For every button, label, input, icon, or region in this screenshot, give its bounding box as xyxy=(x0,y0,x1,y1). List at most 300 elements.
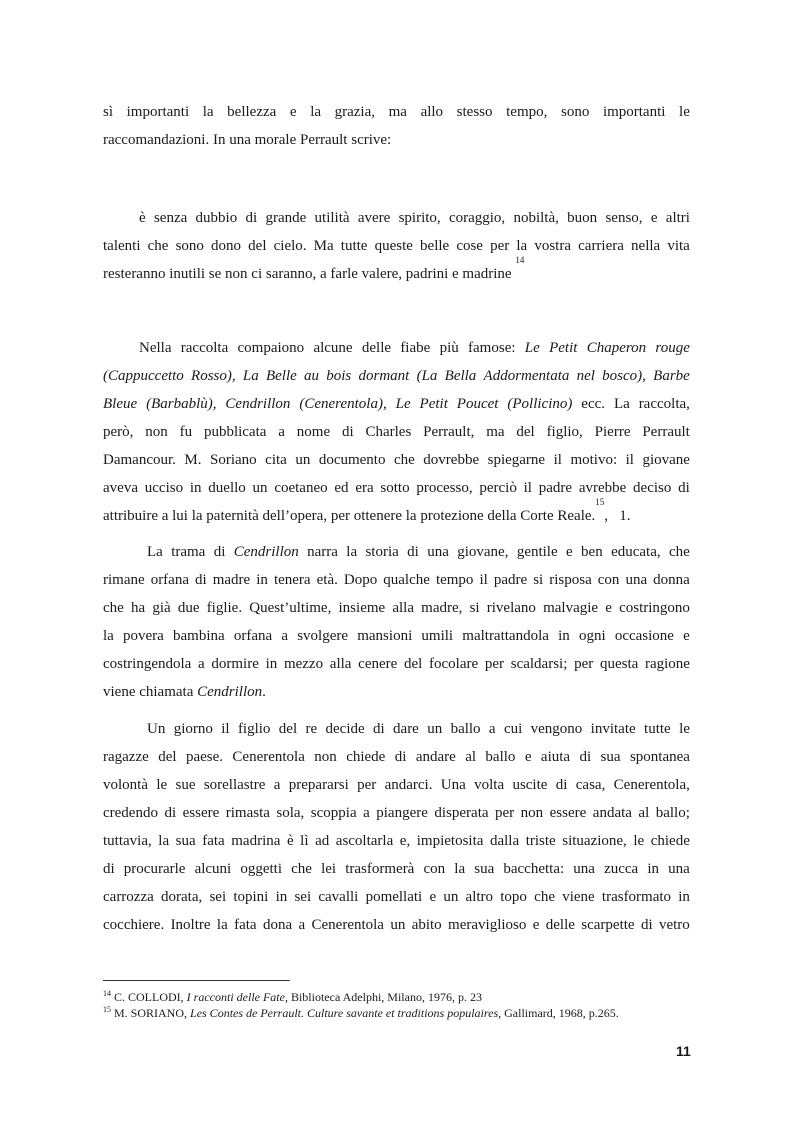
word: sei xyxy=(209,889,227,905)
word: Petit xyxy=(549,340,578,356)
word: bacchetta: xyxy=(503,861,565,877)
word: motivo: xyxy=(570,452,618,468)
word: altri xyxy=(665,210,690,226)
word: del xyxy=(404,656,423,672)
word: le xyxy=(679,721,690,737)
word: per xyxy=(574,656,594,672)
word: figlio, xyxy=(546,424,583,440)
word: già xyxy=(152,600,171,616)
word: spirito, xyxy=(398,210,441,226)
word: giovane xyxy=(642,452,690,468)
word: mansioni xyxy=(357,628,413,644)
word: in xyxy=(189,480,202,496)
word: trama xyxy=(171,544,206,560)
word: utilità xyxy=(314,210,350,226)
word: rimasta xyxy=(225,805,270,821)
word: la xyxy=(216,917,228,933)
word: buon xyxy=(567,210,598,226)
word: rimane xyxy=(103,572,145,588)
word: decide xyxy=(325,721,365,737)
word: essere xyxy=(182,805,220,821)
word: una xyxy=(573,861,595,877)
word: Una xyxy=(440,777,466,793)
word: processo, xyxy=(416,480,473,496)
word: di xyxy=(373,721,385,737)
word: non xyxy=(314,749,337,765)
text-line: viene chiamata Cendrillon . xyxy=(103,684,266,700)
word: spiegarne xyxy=(487,452,546,468)
word: scarpette xyxy=(581,917,635,933)
word: La xyxy=(613,396,630,412)
word: insieme xyxy=(338,600,386,616)
block-quote xyxy=(103,204,690,288)
word: si xyxy=(533,572,544,588)
word: raccolta, xyxy=(638,396,690,412)
word: Soriano xyxy=(209,452,257,468)
paragraph-2 xyxy=(103,538,690,706)
word: sua xyxy=(474,861,495,877)
word: Perrault xyxy=(642,424,690,440)
word: a xyxy=(273,777,281,793)
text-line xyxy=(103,418,690,446)
word: cielo. xyxy=(273,238,307,254)
word: coraggio, xyxy=(448,210,506,226)
word: cui xyxy=(503,721,523,737)
word: cocchiere. xyxy=(103,917,165,933)
word: Inoltre xyxy=(170,917,211,933)
word: non xyxy=(145,424,168,440)
word: a xyxy=(278,424,285,440)
word: la xyxy=(310,104,322,120)
word: il xyxy=(221,721,230,737)
word: e, xyxy=(399,833,411,849)
word: umili xyxy=(421,628,454,644)
text-line xyxy=(103,390,690,418)
word: ragazze xyxy=(103,749,149,765)
word: in xyxy=(256,572,268,588)
word: raccolta xyxy=(180,340,229,356)
word: Le xyxy=(524,340,540,356)
word: avrebbe xyxy=(578,480,627,496)
word: nome xyxy=(296,424,331,440)
word: la xyxy=(516,238,528,254)
word: dalla xyxy=(489,833,520,849)
word: prepararsi xyxy=(288,777,349,793)
word: più xyxy=(439,340,459,356)
word: chiede xyxy=(346,749,386,765)
word: costringono xyxy=(619,600,690,616)
word: figlie. xyxy=(206,600,243,616)
word: la xyxy=(202,104,214,120)
word: (Cappuccetto xyxy=(103,368,184,384)
word: focolare xyxy=(429,656,479,672)
word: importanti xyxy=(126,104,190,120)
word: del xyxy=(158,749,177,765)
word: trasformato xyxy=(601,889,672,905)
word: situazione, xyxy=(562,833,627,849)
word: alla xyxy=(329,656,352,672)
word: Addormentata xyxy=(483,368,570,384)
word: Poucet xyxy=(456,396,499,412)
word: fata xyxy=(234,917,257,933)
word: andare xyxy=(415,749,456,765)
word: a xyxy=(281,628,289,644)
word: di xyxy=(341,424,354,440)
word: Petit xyxy=(419,396,448,412)
text-line xyxy=(103,538,690,566)
word: Bleue xyxy=(103,396,138,412)
word: volta xyxy=(474,777,505,793)
word: cita xyxy=(265,452,287,468)
word: il xyxy=(523,480,532,496)
word: ballo; xyxy=(655,805,690,821)
word: svolgere xyxy=(297,628,349,644)
word: topo xyxy=(500,889,527,905)
footnote-separator xyxy=(103,980,290,981)
word: per xyxy=(490,238,510,254)
word: M. xyxy=(184,452,202,468)
word: senso, xyxy=(605,210,643,226)
word: un xyxy=(252,480,268,496)
word: Cendrillon xyxy=(225,396,291,412)
word: la xyxy=(346,544,358,560)
word: topini xyxy=(233,889,269,905)
word: bambina xyxy=(173,628,225,644)
text-line xyxy=(103,799,690,827)
word: importanti xyxy=(602,104,666,120)
word: una xyxy=(625,572,648,588)
word: due xyxy=(177,600,200,616)
word: alla xyxy=(392,600,414,616)
word: ogni xyxy=(578,628,606,644)
word: di xyxy=(579,749,592,765)
word: sua xyxy=(600,749,621,765)
word: questa xyxy=(599,656,639,672)
text-line: raccomandazioni. In una morale Perrault scrive: xyxy=(103,132,392,148)
word: tempo, xyxy=(506,104,548,120)
word: compaiono xyxy=(237,340,305,356)
word: che xyxy=(534,889,555,905)
word: invitate xyxy=(590,721,636,737)
word: belle xyxy=(420,238,450,254)
intro-paragraph xyxy=(103,98,690,154)
word: altro xyxy=(465,889,494,905)
word: Le xyxy=(395,396,411,412)
word: si xyxy=(469,600,480,616)
word: di xyxy=(555,777,568,793)
word: la xyxy=(454,861,466,877)
word: sue xyxy=(175,777,196,793)
word: nel xyxy=(576,368,595,384)
word: sua xyxy=(175,833,196,849)
word: il xyxy=(625,452,634,468)
word: ad xyxy=(315,833,330,849)
word: senza xyxy=(153,210,188,226)
word: giovane, xyxy=(457,544,509,560)
word: tenera xyxy=(273,572,311,588)
word: che xyxy=(668,544,690,560)
word: procurarle xyxy=(123,861,186,877)
word: a xyxy=(488,721,496,737)
word: madrina xyxy=(231,833,281,849)
word: triste xyxy=(525,833,556,849)
word: con xyxy=(597,572,620,588)
word: Rosso), xyxy=(191,368,236,384)
word: un xyxy=(443,889,459,905)
word: ed xyxy=(334,480,349,496)
text-line xyxy=(103,98,690,126)
word: e xyxy=(524,749,532,765)
word: disperata xyxy=(434,805,489,821)
word: le xyxy=(679,104,690,120)
word: di xyxy=(245,210,258,226)
word: del xyxy=(248,238,267,254)
word: età. xyxy=(316,572,338,588)
word: e xyxy=(532,917,540,933)
word: Cenerentola xyxy=(311,917,384,933)
word: nobiltà, xyxy=(513,210,559,226)
word: credendo xyxy=(103,805,158,821)
text-line xyxy=(103,594,690,622)
word: volontà xyxy=(103,777,148,793)
word: qualche xyxy=(383,572,430,588)
word: giorno xyxy=(173,721,213,737)
word: avere xyxy=(357,210,391,226)
word: Pierre xyxy=(594,424,631,440)
word: ballo xyxy=(485,749,516,765)
word: al xyxy=(638,805,650,821)
word: bosco), xyxy=(602,368,646,384)
word: dare xyxy=(393,721,419,737)
word: figlio xyxy=(237,721,271,737)
word: e xyxy=(566,544,573,560)
word: ben xyxy=(581,544,603,560)
word: la xyxy=(103,628,114,644)
text-line: resteranno inutili se non ci saranno, a farle valere, padrini e madrine 14 xyxy=(103,260,690,288)
word: coetaneo xyxy=(274,480,328,496)
word: però, xyxy=(103,424,134,440)
word: famose: xyxy=(468,340,516,356)
word: cenere xyxy=(358,656,398,672)
word: queste xyxy=(374,238,413,254)
word: deciso xyxy=(633,480,672,496)
word: di xyxy=(213,544,226,560)
word: storia xyxy=(365,544,399,560)
word: che xyxy=(393,452,415,468)
word: donna xyxy=(653,572,690,588)
text-line xyxy=(103,883,690,911)
word: (Cenerentola), xyxy=(299,396,387,412)
word: dormire xyxy=(211,656,259,672)
word: ascoltarla xyxy=(335,833,394,849)
word: aiuta xyxy=(540,749,571,765)
word: piangere xyxy=(376,805,428,821)
word: trasformerà xyxy=(345,861,415,877)
word: di xyxy=(103,861,115,877)
word: dubbio xyxy=(195,210,238,226)
word: rivelano xyxy=(486,600,536,616)
word: carriera xyxy=(578,238,624,254)
word: fata xyxy=(202,833,225,849)
word: pubblicata xyxy=(203,424,267,440)
word: in xyxy=(275,889,288,905)
word: costringendola xyxy=(103,656,192,672)
footnote-ref-15[interactable]: 15 xyxy=(595,497,605,507)
word: alcuni xyxy=(194,861,232,877)
text-line xyxy=(103,743,690,771)
word: abito xyxy=(411,917,442,933)
word: padre xyxy=(538,480,573,496)
word: sei xyxy=(294,889,312,905)
word: in xyxy=(678,889,690,905)
word: tutte xyxy=(340,238,368,254)
word: Un xyxy=(147,721,166,737)
text-line xyxy=(103,446,690,474)
word: le xyxy=(156,777,168,793)
word: sola, xyxy=(276,805,305,821)
word: e xyxy=(650,210,658,226)
word: per xyxy=(357,777,377,793)
word: impietosita xyxy=(416,833,484,849)
word: sorellastre xyxy=(203,777,266,793)
word: in xyxy=(558,628,570,644)
word: la xyxy=(158,833,170,849)
text-line xyxy=(103,362,690,390)
word: vita xyxy=(667,238,690,254)
text-line xyxy=(103,650,690,678)
text-line xyxy=(103,715,690,743)
word: e xyxy=(683,628,690,644)
word: Charles xyxy=(365,424,412,440)
word: allo xyxy=(420,104,444,120)
word: mezzo xyxy=(283,656,324,672)
word: una xyxy=(668,861,690,877)
word: e xyxy=(289,104,297,120)
word: una xyxy=(427,544,449,560)
word: essere xyxy=(549,805,587,821)
word: risposa xyxy=(549,572,592,588)
word: delle xyxy=(361,340,392,356)
page-number: 11 xyxy=(676,1043,691,1059)
word: in xyxy=(647,861,660,877)
word: che xyxy=(291,861,312,877)
word: madre xyxy=(212,572,251,588)
word: ucciso xyxy=(144,480,184,496)
word: sono xyxy=(175,238,204,254)
word: dormant xyxy=(358,368,410,384)
word: di xyxy=(640,917,653,933)
text-line xyxy=(103,566,690,594)
word: La xyxy=(242,368,259,384)
word: di xyxy=(678,480,690,496)
word: con xyxy=(423,861,446,877)
word: sì xyxy=(103,104,114,120)
word: uscite xyxy=(512,777,548,793)
word: au xyxy=(304,368,320,384)
word: (Barbablù), xyxy=(146,396,217,412)
word: chiede xyxy=(650,833,690,849)
word: talenti xyxy=(103,238,141,254)
footnote-ref-14[interactable]: 14 xyxy=(515,255,525,265)
word: rouge xyxy=(655,340,690,356)
word: di xyxy=(164,805,177,821)
word: vostra xyxy=(534,238,571,254)
word: duello xyxy=(208,480,246,496)
word: Perrault, xyxy=(423,424,475,440)
word: Nella xyxy=(139,340,172,356)
word: Ma xyxy=(313,238,334,254)
word: ma xyxy=(388,104,407,120)
word: spontanea xyxy=(629,749,690,765)
word: sotto xyxy=(380,480,410,496)
word: re xyxy=(305,721,318,737)
word: Cendrillon xyxy=(233,544,299,560)
text-line xyxy=(103,855,690,883)
text-line xyxy=(103,622,690,650)
word: malvagie xyxy=(543,600,599,616)
word: bellezza xyxy=(227,104,277,120)
word: che xyxy=(147,238,169,254)
word: delle xyxy=(545,917,575,933)
text-line xyxy=(103,771,690,799)
word: un xyxy=(295,452,311,468)
word: tempo xyxy=(435,572,474,588)
word: povera xyxy=(123,628,164,644)
word: non xyxy=(520,805,544,821)
word: era xyxy=(355,480,374,496)
word: ecc. xyxy=(581,396,606,412)
word: aveva xyxy=(103,480,138,496)
word: ballo xyxy=(450,721,481,737)
word: educata, xyxy=(611,544,661,560)
word: ha xyxy=(131,600,146,616)
word: oggetti xyxy=(240,861,283,877)
word: occasione xyxy=(614,628,674,644)
word: scoppia xyxy=(310,805,357,821)
word: cose xyxy=(456,238,483,254)
word: bois xyxy=(326,368,352,384)
word: sono xyxy=(560,104,590,120)
word: il xyxy=(553,452,562,468)
footnotes xyxy=(103,989,703,1021)
word: nella xyxy=(631,238,661,254)
word: Cenerentola, xyxy=(613,777,690,793)
word: Barbe xyxy=(653,368,690,384)
word: vetro xyxy=(658,917,690,933)
word: le xyxy=(633,833,645,849)
word: carrozza xyxy=(103,889,154,905)
word: zucca xyxy=(604,861,639,877)
word: fiabe xyxy=(400,340,431,356)
word: è xyxy=(286,833,294,849)
word: per xyxy=(484,656,505,672)
word: per xyxy=(495,805,515,821)
word: che xyxy=(103,600,124,616)
word: orfana xyxy=(150,572,189,588)
word: La xyxy=(147,544,163,560)
footnote-14: $^{14}$ C. COLLODI, I racconti delle Fate, Biblioteca Adelphi, Milano, 1976, p. 23 xyxy=(103,989,482,1004)
word: dono xyxy=(211,238,242,254)
word: un xyxy=(427,721,443,737)
word: vengono xyxy=(530,721,583,737)
word: di xyxy=(407,544,419,560)
word: di xyxy=(394,749,407,765)
paragraph-3 xyxy=(103,715,690,939)
word: Bella xyxy=(444,368,477,384)
word: dorata, xyxy=(161,889,203,905)
word: Quest’ultime, xyxy=(249,600,332,616)
footnote-15: $^{15}$ M. SORIANO, Les Contes de Perrault. Culture savante et traditions populaires, Gallimard, 1968, p.265. xyxy=(103,1005,619,1020)
